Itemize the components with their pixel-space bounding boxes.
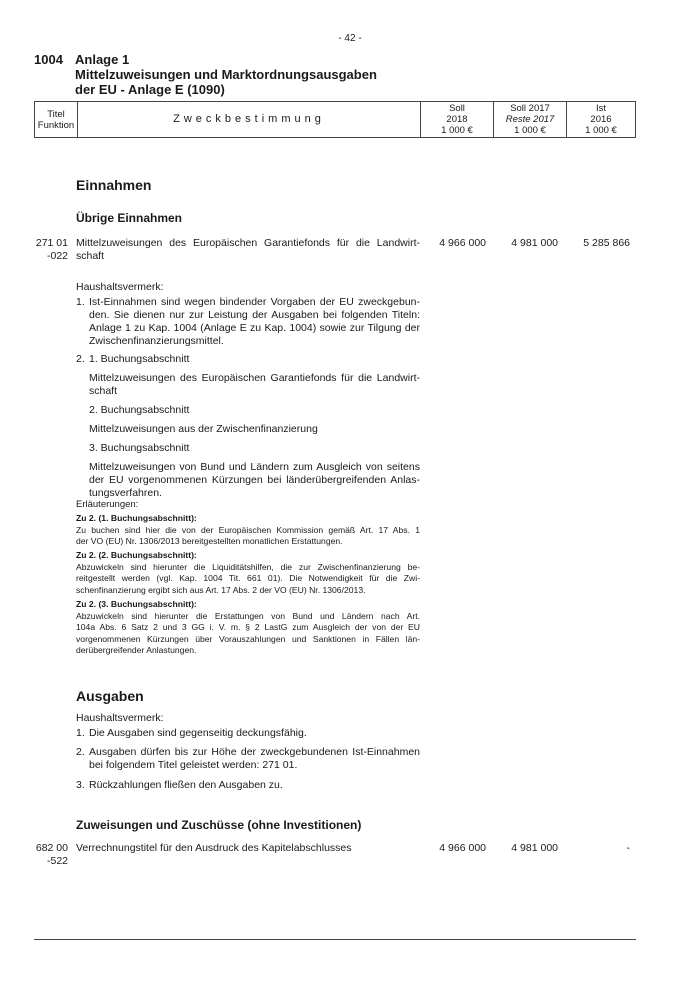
title-text-line1: Mittelzuweisungen des Europäischen Garantiefonds für die Landwirt-: [76, 237, 420, 249]
col-titel-line1: Titel: [47, 108, 65, 120]
ausgaben-item-3: Rückzahlungen fließen den Ausgaben zu.: [89, 779, 283, 791]
ausgaben-title-number-line2: -522: [46, 855, 68, 867]
ausgaben-subheading: Zuweisungen und Zuschüsse (ohne Investitionen): [76, 818, 362, 832]
erlaeuterung-3-line: vorgenommenen Kürzungen über Vorauszahlungen und Sanktionen in Fällen län-: [76, 633, 420, 644]
col-soll17-line1: Soll 2017: [510, 103, 550, 114]
column-header-table: [34, 101, 636, 138]
erlaeuterung-2-line: Abzuwickeln sind hierunter die Liquiditätshilfen, die zur Zwischenfinanzierung be-: [76, 561, 420, 572]
erlaeuterung-1-line: der VO (EU) Nr. 1306/2013 bereitgestellten monatlichen Erstattungen.: [76, 536, 343, 546]
erlaeuterung-2-heading: Zu 2. (2. Buchungsabschnitt):: [76, 550, 197, 560]
ausgaben-ist-2016-value: -: [626, 842, 630, 854]
erlaeuterung-3-line: Abzuwickeln sind hierunter die Erstattungen von Bund und Ländern nach Art.: [76, 610, 420, 621]
header-line-3: der EU - Anlage E (1090): [75, 82, 225, 97]
col-soll-2018: [421, 102, 494, 138]
soll-2018-value: 4 966 000: [439, 237, 486, 249]
col-soll-line1: Soll: [449, 103, 465, 114]
vermerk-item-1-line: Zwischenfinanzierungsmittel.: [89, 335, 224, 347]
col-soll-line2: 2018: [446, 114, 468, 125]
ausgaben-heading: Ausgaben: [76, 688, 144, 704]
chapter-number: 1004: [34, 52, 63, 67]
buchungsabschnitt-1-line: schaft: [89, 385, 118, 397]
buchungsabschnitt-1-label: 1. Buchungsabschnitt: [89, 353, 190, 365]
ausgaben-item-3-number: 3.: [76, 779, 85, 791]
vermerk-item-2: [89, 353, 420, 500]
col-ist-line1: Ist: [595, 103, 607, 114]
vermerk-item-1-line: den. Sie dienen nur zur Leistung der Ausgaben bei folgenden Titeln:: [89, 309, 420, 321]
buchungsabschnitt-3-label: 3. Buchungsabschnitt: [89, 442, 190, 454]
page-number: - 42 -: [338, 33, 362, 44]
erlaeuterungen-label: Erläuterungen:: [76, 499, 139, 510]
ausgaben-soll-2017-value: 4 981 000: [511, 842, 558, 854]
erlaeuterung-2-line: schenfinanzierung ergibt sich aus Art. 17 Abs. 2 der VO (EU) Nr. 1306/2013.: [76, 584, 366, 595]
ausgaben-item-2: [89, 746, 420, 772]
erlaeuterung-1: [76, 513, 420, 548]
buchungsabschnitt-3-text: [89, 461, 420, 500]
ausgaben-soll-2018-value: 4 966 000: [439, 842, 486, 854]
ausgaben-item-1-number: 1.: [76, 727, 85, 739]
ist-2016-value: 5 285 866: [583, 237, 630, 249]
title-number-line2: -022: [46, 250, 68, 262]
buchungsabschnitt-2-text: Mittelzuweisungen aus der Zwischenfinanzierung: [89, 423, 318, 435]
buchungsabschnitt-3-line: Mittelzuweisungen von Bund und Ländern zum Ausgleich von seitens: [89, 461, 420, 473]
vermerk-item-1: [89, 296, 420, 348]
ausgaben-title-number-line1: 682 00: [35, 842, 68, 854]
buchungsabschnitt-1-text: [89, 372, 420, 398]
erlaeuterung-3-line: derübergreifender Anlastungen.: [76, 645, 197, 655]
vermerk-item-2-number: 2.: [76, 353, 85, 365]
buchungsabschnitt-1-line: Mittelzuweisungen des Europäischen Garantiefonds für die Landwirt-: [89, 372, 420, 384]
ausgaben-title-number: [34, 842, 68, 868]
erlaeuterung-1-line: Zu buchen sind hier die von der Europäischen Kommission gemäß Art. 17 Abs. 1: [76, 524, 420, 535]
haushaltsvermerk-label: Haushaltsvermerk:: [76, 281, 164, 293]
erlaeuterung-3: [76, 599, 420, 657]
buchungsabschnitt-3-line: der EU vorgenommenen Kürzungen bei länderübergreifenden Anlas-: [89, 474, 420, 486]
erlaeuterung-1-heading: Zu 2. (1. Buchungsabschnitt):: [76, 513, 197, 523]
buchungsabschnitt-3-line: tungsverfahren.: [89, 487, 162, 499]
col-titel: [35, 102, 78, 138]
footer-rule: [34, 939, 636, 940]
col-soll-2017: [494, 102, 567, 138]
title-number-line1: 271 01: [35, 237, 68, 249]
soll-2017-value: 4 981 000: [511, 237, 558, 249]
ausgaben-item-2-number: 2.: [76, 746, 85, 758]
ausgaben-item-1: Die Ausgaben sind gegenseitig deckungsfähig.: [89, 727, 307, 739]
ausgaben-item-2-line: bei folgendem Titel geleistet werden: 271 01.: [89, 759, 298, 771]
einnahmen-subheading: Übrige Einnahmen: [76, 211, 183, 225]
col-zweck: Zweckbestimmung: [78, 102, 421, 138]
erlaeuterung-2: [76, 550, 420, 596]
title-text-line2: schaft: [76, 250, 105, 262]
vermerk-item-1-line: Anlage 1 zu Kap. 1004 (Anlage E zu Kap. 1004) sowie zur Tilgung der: [89, 322, 420, 334]
vermerk-item-1-line: Ist-Einnahmen sind wegen bindender Vorgaben der EU zweckgebun-: [89, 296, 420, 308]
col-soll17-line2: Reste 2017: [505, 114, 555, 125]
einnahmen-heading: Einnahmen: [76, 177, 152, 193]
col-ist-line2: 2016: [590, 114, 612, 125]
col-soll-line3: 1 000 €: [441, 125, 473, 136]
erlaeuterung-2-line: reitgestellt werden (vgl. Kap. 1004 Tit. 661 01). Die Notwendigkeit für die Zwi-: [76, 573, 420, 583]
ausgaben-title-text: Verrechnungstitel für den Ausdruck des Kapitelabschlusses: [76, 842, 352, 854]
col-ist-line3: 1 000 €: [585, 125, 617, 136]
col-soll17-line3: 1 000 €: [514, 125, 546, 136]
vermerk-item-1-number: 1.: [76, 296, 85, 308]
header-line-2: Mittelzuweisungen und Marktordnungsausgaben: [75, 67, 377, 82]
header-line-1: Anlage 1: [75, 52, 130, 67]
erlaeuterung-3-line: 104a Abs. 6 Satz 2 und 3 GG i. V. m. § 2 LastG zum Ausgleich der von der EU: [76, 622, 420, 632]
col-ist-2016: [567, 102, 636, 138]
ausgaben-vermerk-label: Haushaltsvermerk:: [76, 712, 164, 724]
title-number: [34, 237, 68, 263]
col-titel-line2: Funktion: [37, 119, 75, 131]
ausgaben-item-2-line: Ausgaben dürfen bis zur Höhe der zweckgebundenen Ist-Einnahmen: [89, 746, 420, 758]
title-text: [76, 237, 420, 263]
buchungsabschnitt-2-label: 2. Buchungsabschnitt: [89, 404, 190, 416]
erlaeuterung-3-heading: Zu 2. (3. Buchungsabschnitt):: [76, 599, 197, 609]
